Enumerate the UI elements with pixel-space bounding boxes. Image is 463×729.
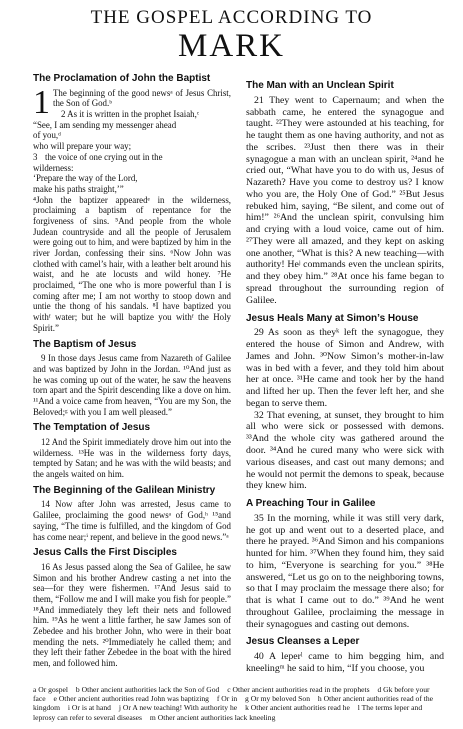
footnote: f Or in xyxy=(216,694,238,704)
poetry-line: of you,ᵈ xyxy=(33,130,61,141)
section-heading: Jesus Cleanses a Leper xyxy=(246,636,360,648)
section-heading: Jesus Calls the First Disciples xyxy=(33,547,177,559)
poetry-line: who will prepare your way; xyxy=(33,141,132,152)
footnote: c Other ancient authorities read in the prophets xyxy=(227,685,370,694)
section-heading: The Baptism of Jesus xyxy=(33,338,137,350)
footnote: i Or is at hand xyxy=(67,703,111,713)
paragraph: 16 As Jesus passed along the Sea of Galilee, he saw Simon and his brother Andrew casting a net into the sea—for they were fishermen. ¹⁷And Jesus said to them, “Follow me and I will make you fish for people.” ¹⁸And immediately they left their nets and followed him. ¹⁹As he went a little farther, he saw James son of Zebedee and his brother John, who were in their boat mending the nets. ²⁰Immediately he called them; and they left their father Zebedee in the boat with the hired men, and followed him. xyxy=(33,561,231,669)
paragraph: ⁴John the baptizer appearedᵉ in the wilderness, proclaiming a baptism of repentance for the forgiveness of sins. ⁵And people from the whole Judean countryside and all the people of Jerusalem were going out to him, and were baptized by him in the river Jordan, confessing their sins. ⁶Now John was clothed with camel’s hair, with a leather belt around his waist, and he ate locusts and wild honey. ⁷He proclaimed, “The one who is more powerful than I is coming after me; I am not worthy to stoop down and untie the thong of his sandals. ⁸I have baptized you withᶠ water; but he will baptize you withᶠ the Holy Spirit.” xyxy=(33,194,231,333)
section-heading: The Man with an Unclean Spirit xyxy=(246,80,394,91)
footnote: d Gk before your face xyxy=(33,685,430,704)
poetry-line-with-verse xyxy=(33,152,231,163)
paragraph: 9 In those days Jesus came from Nazareth of Galilee and was baptized by John in the Jordan. ¹⁰And just as he was coming up out of the water, he saw the heavens torn apart and the Spirit descending like a dove on him. ¹¹And a voice came from heaven, “You are my Son, the Beloved;ᵍ with you I am well pleased.” xyxy=(33,353,231,417)
section-heading: A Preaching Tour in Galilee xyxy=(246,498,376,510)
paragraph: 14 Now after John was arrested, Jesus came to Galilee, proclaiming the good newsᵃ of God,ʰ ¹⁵and saying, “The time is fulfilled, and the kingdom of God has come near;ⁱ repent, and believe in the good news.”ᵃ xyxy=(33,499,231,542)
paragraph: 12 And the Spirit immediately drove him out into the wilderness. ¹³He was in the wilderness forty days, tempted by Satan; and he was with the wild beasts; and the angels waited on him. xyxy=(33,437,231,480)
section-heading: The Proclamation of John the Baptist xyxy=(33,73,211,84)
verse-text: The beginning of the good newsᵃ of Jesus Christ, the Son of God.ᵇ xyxy=(53,87,231,109)
footnote: m Other ancient authorities lack kneeling xyxy=(149,712,276,722)
footnote: g Or my beloved Son xyxy=(245,694,310,704)
title-line-1: THE GOSPEL ACCORDING TO xyxy=(90,7,373,28)
footnote: e Other ancient authorities read John was baptizing xyxy=(53,694,209,704)
right-column xyxy=(246,74,444,675)
paragraph: 29 As soon as theyᵏ left the synagogue, they entered the house of Simon and Andrew, with James and John. ³⁰Now Simon’s mother-in-law was in bed with a fever, and they told him about her at once. ³¹He came and took her by the hand and lifted her up. Then the fever left her, and she began to serve them. xyxy=(246,327,444,409)
footnote: h Other ancient authorities read of the kingdom xyxy=(33,694,434,713)
chapter-number: 1 xyxy=(33,83,50,121)
footnote: a Or gospel xyxy=(33,685,69,694)
section-heading: The Beginning of the Galilean Ministry xyxy=(33,484,216,496)
poetry-line: ‘Prepare the way of the Lord, xyxy=(33,173,138,184)
footnotes xyxy=(33,685,444,722)
footnote: j Or A new teaching! With authority he xyxy=(118,703,238,713)
footnote: k Other ancient authorities read he xyxy=(245,703,350,713)
book-title: MARK xyxy=(177,28,286,64)
poetry-line: wilderness: xyxy=(33,162,74,173)
verse-number: 3 xyxy=(33,151,38,162)
paragraph: 32 That evening, at sunset, they brought to him all who were sick or possessed with demons. ³³And the whole city was gathered around the door. ³⁴And he cured many who were sick with various diseases, and cast out many demons; and he would not permit the demons to speak, because they knew him. xyxy=(246,409,444,492)
poetry-line: “See, I am sending my messenger ahead xyxy=(33,119,177,130)
footnote: b Other ancient authorities lack the Son of God xyxy=(75,685,220,694)
paragraph: 21 They went to Capernaum; and when the sabbath came, he entered the synagogue and taught. ²²They were astounded at his teaching, for he taught them as one having authority, and not as the scribes. ²³Just then there was in their synagogue a man with an unclean spirit, ²⁴and he cried out, “What have you to do with us, Jesus of Nazareth? Have you come to destroy us? I know who you are, the Holy One of God.” ²⁵But Jesus rebuked him, saying, “Be silent, and come out of him!” ²⁶And the unclean spirit, convulsing him and crying with a loud voice, came out of him. ²⁷They were all amazed, and they kept on asking one another, “What is this? A new teaching—with authority! Heʲ commands even the unclean spirits, and they obey him.” ²⁸At once his fame began to spread throughout the surrounding region of Galilee. xyxy=(246,94,444,306)
section-heading: The Temptation of Jesus xyxy=(33,422,151,434)
left-column xyxy=(33,74,231,669)
poetry-text: the voice of one crying out in the xyxy=(45,151,163,162)
footnote: l The terms leper and leprosy can refer to several diseases xyxy=(33,703,423,722)
section-heading: Jesus Heals Many at Simon’s House xyxy=(246,312,419,324)
poetry-line: make his paths straight,’” xyxy=(33,183,124,194)
paragraph: 2 As it is written in the prophet Isaiah,ᶜ xyxy=(61,109,200,120)
paragraph: 40 A leperˡ came to him begging him, and kneelingᵐ he said to him, “If you choose, you xyxy=(246,651,444,674)
quotation-poetry xyxy=(33,120,231,195)
paragraph: 35 In the morning, while it was still very dark, he got up and went out to a deserted place, and there he prayed. ³⁶And Simon and his companions hunted for him. ³⁷When they found him, they said to him, “Everyone is searching for you.” ³⁸He answered, “Let us go on to the neighboring towns, so that I may proclaim the message there also; for that is what I came out to do.” ³⁹And he went throughout Galilee, proclaiming the message in their synagogues and casting out demons. xyxy=(246,512,444,630)
